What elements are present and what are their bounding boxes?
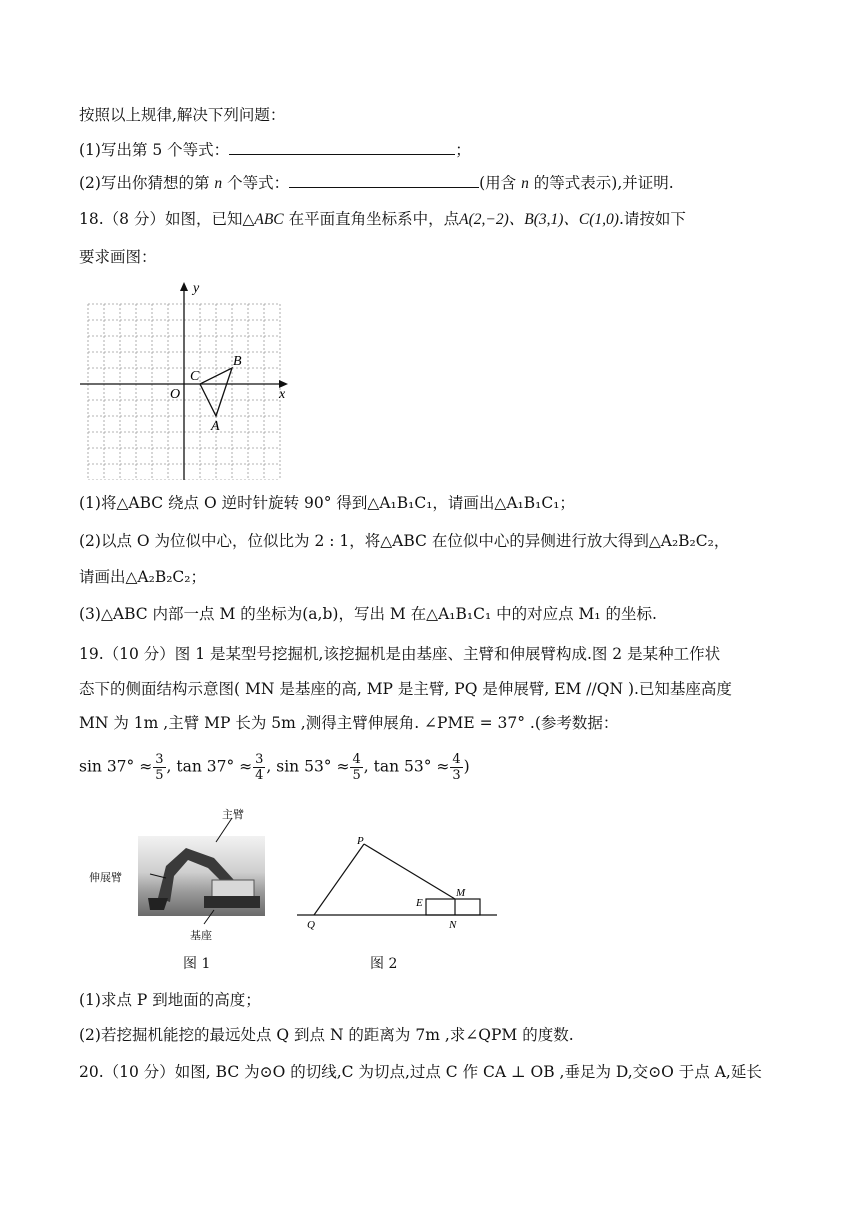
fraction-3-5: $\frac{3}{5}$ [155,752,164,783]
figure2-schematic [292,830,502,935]
q17-part2: (2)写出你猜想的第 n 个等式： (用含 n 的等式表示),并证明. [79,174,674,192]
q18-part2-cont: 请画出△A₂B₂C₂； [79,568,207,586]
answer-blank-2[interactable] [289,172,479,188]
q19-part2: (2)若挖掘机能挖的最远处点 Q 到点 N 的距离为 7m ,求∠QPM 的度数. [79,1026,574,1044]
q17-part1: (1)写出第 5 个等式： ； [79,141,471,159]
label-main-arm: 主臂 [222,808,244,821]
point-n-label: N [449,919,457,931]
q18-part3: (3)△ABC 内部一点 M 的坐标为(a,b)，写出 M 在△A₁B₁C₁ 中的对应点 M₁ 的坐标. [79,605,657,623]
fraction-4-5: $\frac{4}{5}$ [352,752,361,783]
point-b-label: B [233,354,242,369]
label-extension-arm: 伸展臂 [89,871,122,884]
base-rectangle [426,899,480,915]
q18-stem: 18.（8 分）如图，已知△ABC 在平面直角坐标系中，点A(2,−2)、B(3,1)、C(1,0).请按如下 [79,210,686,228]
x-axis-label: x [279,387,286,402]
q19-stem-2: 态下的侧面结构示意图( MN 是基座的高, MP 是主臂, PQ 是伸展臂, EM //QN ).已知基座高度 [79,680,732,698]
q18-stem-2: 要求画图： [79,248,157,266]
segment-pq [314,844,364,915]
q19-part1: (1)求点 P 到地面的高度； [79,991,261,1009]
segment-pm [364,844,455,899]
point-q-label: Q [307,919,315,931]
q18-part1: (1)将△ABC 绕点 O 逆时针旋转 90° 得到△A₁B₁C₁，请画出△A₁B₁C₁； [79,494,575,512]
figure1-pointer-lines [120,812,270,932]
answer-blank-1[interactable] [229,139,455,155]
fraction-3-4: $\frac{3}{4}$ [255,752,264,783]
coordinate-grid-figure [80,280,295,480]
label-base: 基座 [190,929,212,942]
q18-part2: (2)以点 O 为位似中心，位似比为 2 : 1，将△ABC 在位似中心的异侧进行放大得到△A₂B₂C₂， [79,532,730,550]
figure2-caption: 图 2 [370,956,398,972]
q19-stem-3: MN 为 1m ,主臂 MP 长为 5m ,测得主臂伸展角. ∠PME = 37° .(参考数据： [79,714,619,732]
point-e-label: E [416,897,423,909]
fraction-4-3: $\frac{4}{3}$ [452,752,461,783]
q20-stem: 20.（10 分）如图, BC 为⊙O 的切线,C 为切点,过点 C 作 CA ⊥ OB ,垂足为 D,交⊙O 于点 A,延长 [79,1063,762,1081]
point-a-label: A [211,419,220,434]
point-c-label: C [190,369,200,384]
point-m-label: M [456,887,466,899]
y-axis [180,282,188,480]
q19-stem-1: 19.（10 分）图 1 是某型号挖掘机,该挖掘机是由基座、主臂和伸展臂构成.图 2 是某种工作状 [79,645,721,663]
y-axis-label: y [193,281,200,296]
origin-label: O [170,387,181,402]
point-p-label: P [357,835,364,847]
figure1-caption: 图 1 [183,956,211,972]
q19-reference-data: sin 37° ≈ $\frac{3}{5}$ , tan 37° ≈ $\frac{3}{4}$ , sin 53° ≈ $\frac{4}{5}$ , tan 53° ≈ $\frac{4}{3}$ ) [79,752,470,783]
intro-line: 按照以上规律,解决下列问题： [79,106,286,124]
